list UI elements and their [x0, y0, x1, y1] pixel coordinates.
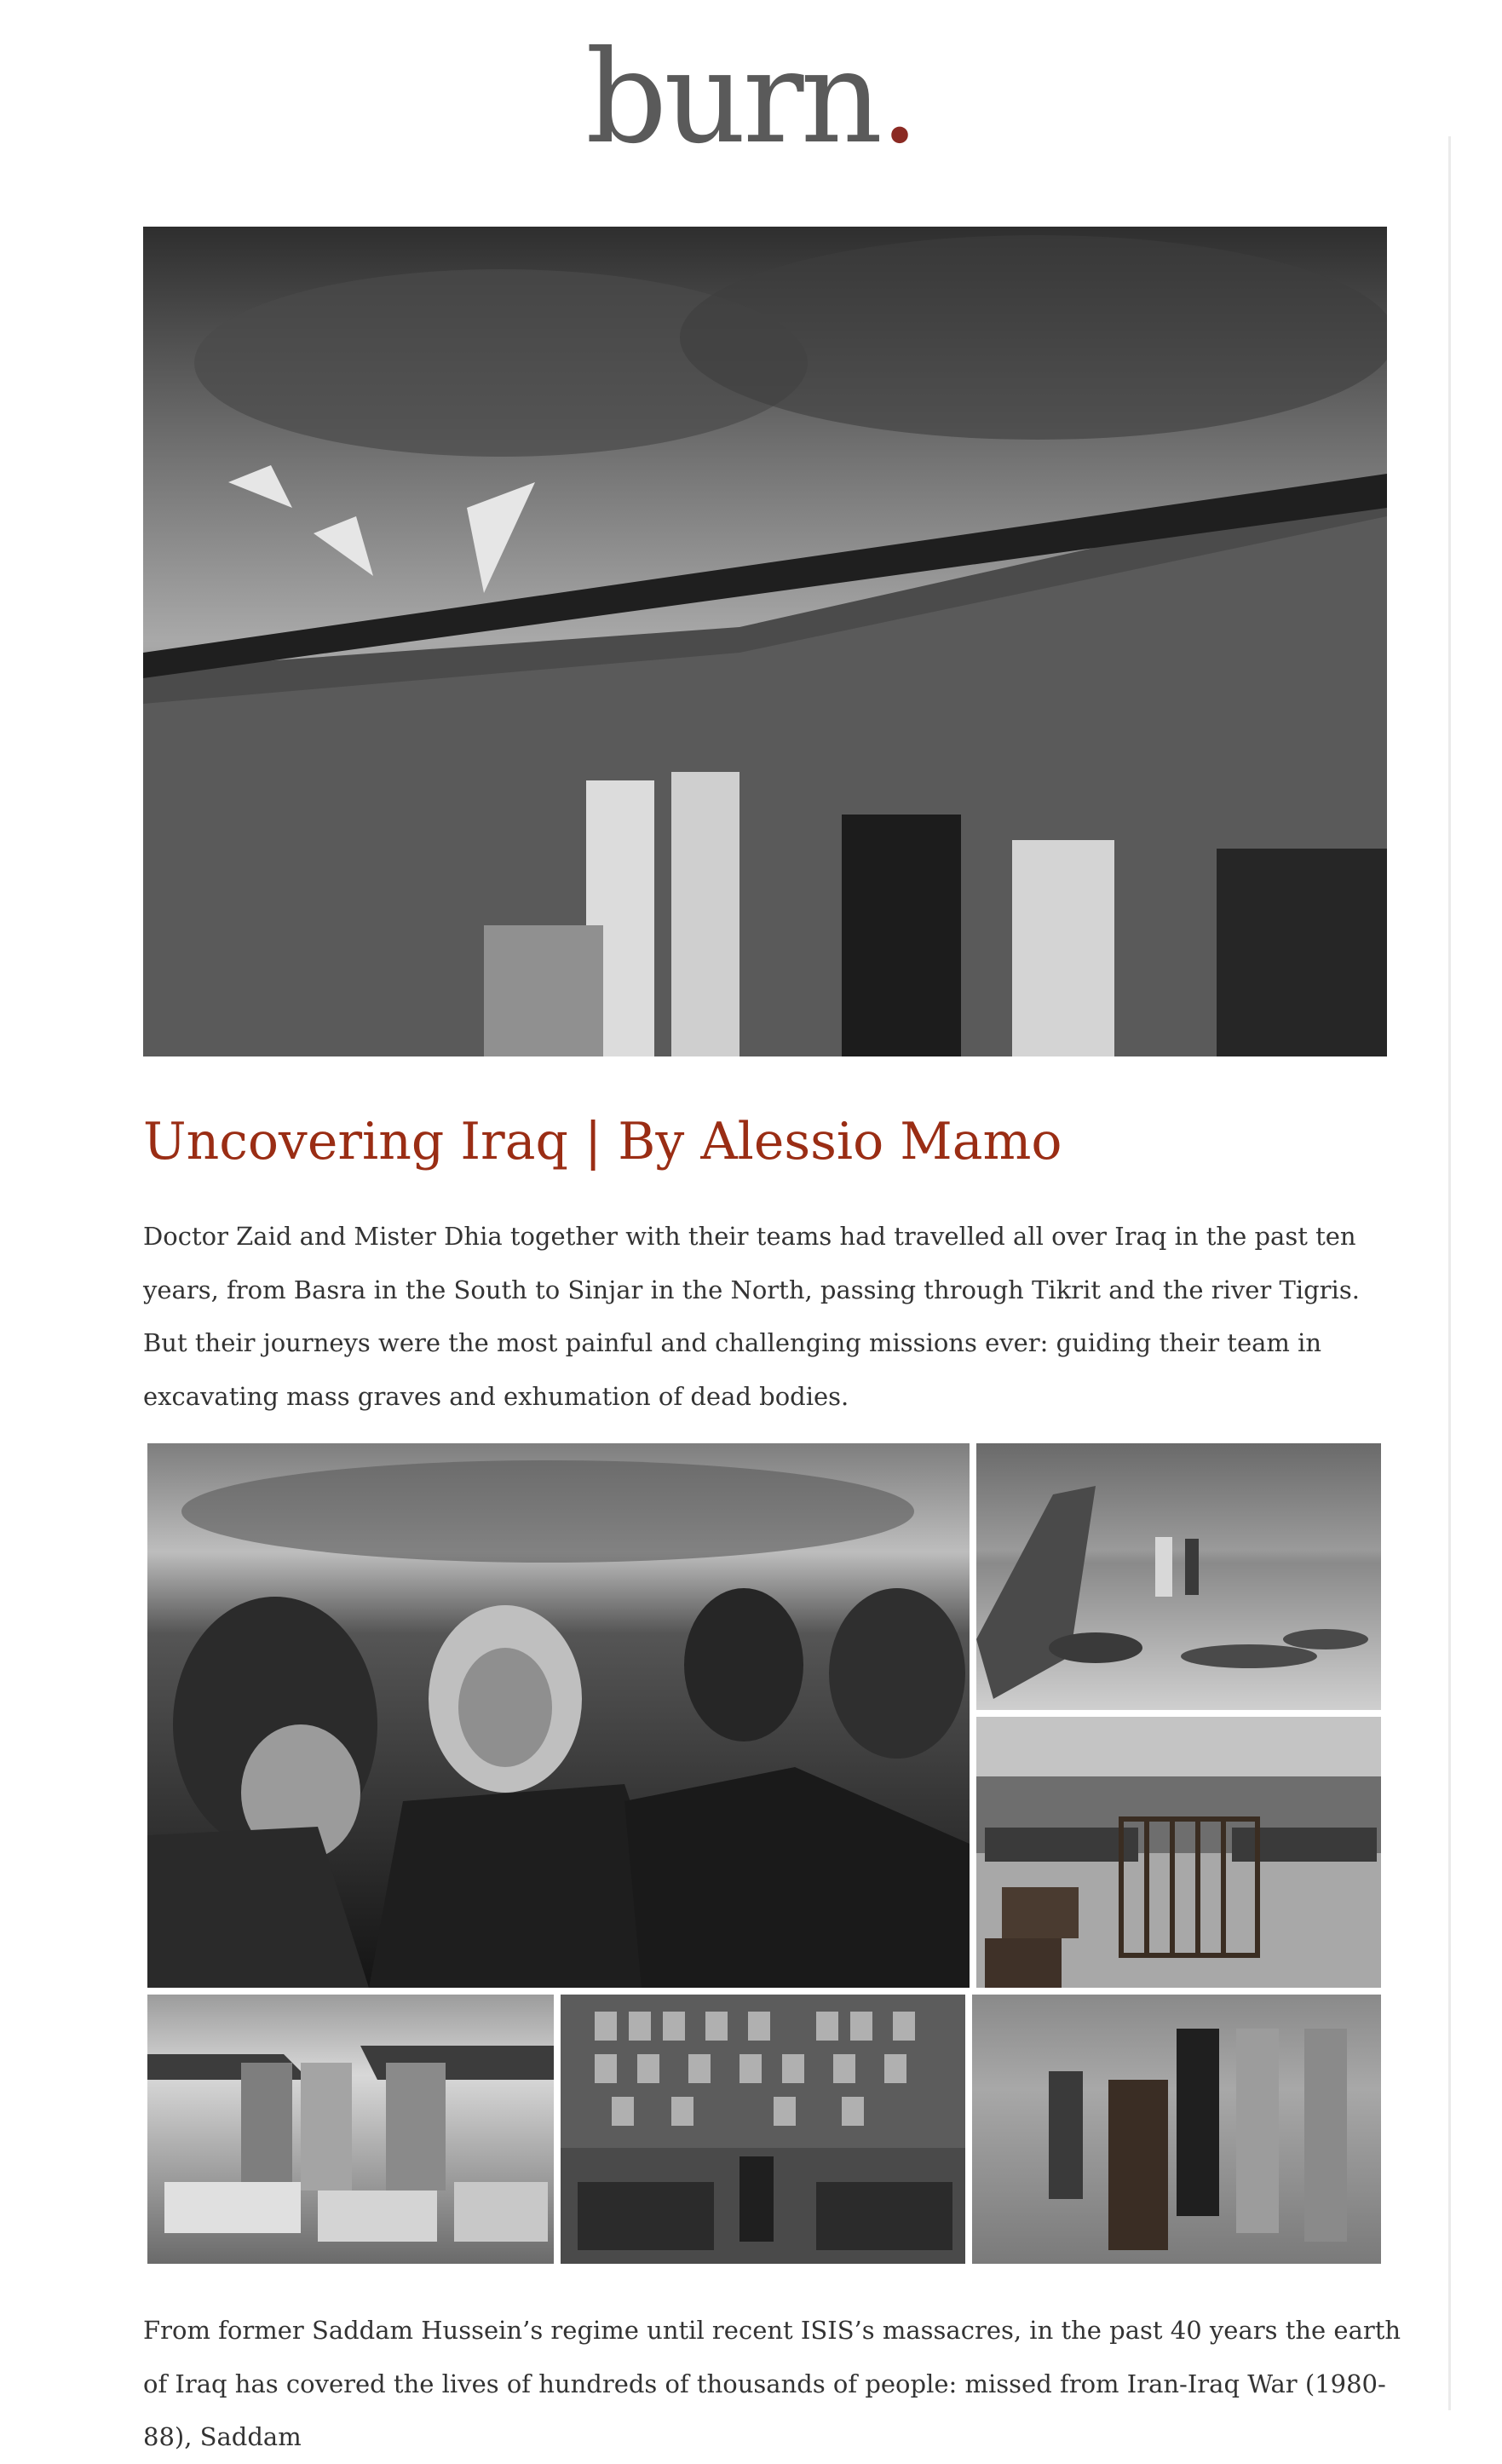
site-logo[interactable] [0, 24, 1502, 172]
logo-text: burn [585, 24, 880, 172]
article-title: Uncovering Iraq | By Alessio Mamo [143, 1112, 1062, 1172]
logo-dot: . [879, 24, 917, 172]
article-paragraph-2: From former Saddam Hussein’s regime until recent ISIS’s massacres, in the past 40 years the earth of Iraq has covered the lives of hundreds of thousands of people: missed from Iran-Iraq War (1980-88), Saddam [143, 2316, 1401, 2451]
page-right-border [1448, 136, 1451, 2410]
gallery-photo-graves[interactable] [147, 1995, 554, 2264]
gallery-photo-press-conference[interactable] [972, 1995, 1381, 2264]
article-paragraph-1: Doctor Zaid and Mister Dhia together with their teams had travelled all over Iraq in the past ten years, from Basra in the South to Sinjar in the North, passing through Tikrit and the river Tigris. But their journeys were the most painful and challenging missions ever: guiding their team in excavating mass graves and exhumation of dead bodies. [143, 1222, 1360, 1411]
hero-photo [143, 227, 1387, 1056]
gallery-photo-mourners[interactable] [147, 1443, 970, 1988]
gallery-photo-courtroom[interactable] [976, 1717, 1381, 1988]
gallery-photo-memorial-wall[interactable] [561, 1995, 965, 2264]
gallery-photo-excavation[interactable] [976, 1443, 1381, 1710]
